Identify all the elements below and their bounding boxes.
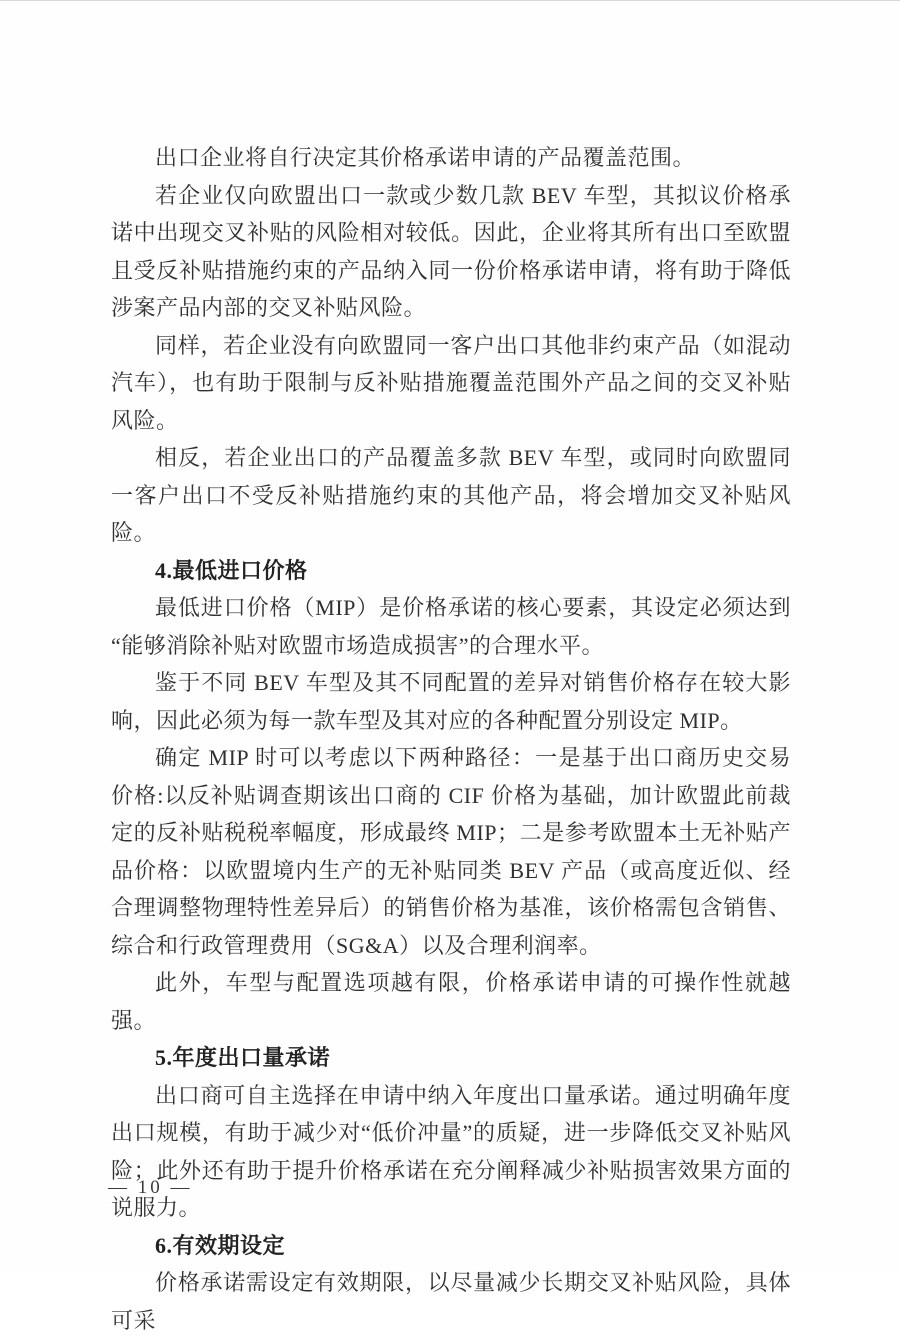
paragraph-mip-per-model: 鉴于不同 BEV 车型及其不同配置的差异对销售价格存在较大影响，因此必须为每一款车型及其对应的各种配置分别设定 MIP。	[111, 670, 791, 733]
section-heading-4-minimum-import-price: 4.最低进口价格	[155, 557, 308, 583]
section-heading-6-validity-period: 6.有效期设定	[155, 1232, 286, 1258]
page-number: — 10 —	[108, 1177, 193, 1198]
section-heading-5-annual-export-volume: 5.年度出口量承诺	[155, 1045, 331, 1070]
paragraph-mip-two-paths: 确定 MIP 时可以考虑以下两种路径：一是基于出口商历史交易价格:以反补贴调查期该出口商的 CIF 价格为基础，加计欧盟此前裁定的反补贴税税率幅度，形成最终 MIP；二是参考欧盟本土无补贴产品价格：以欧盟境内生产的无补贴同类 BEV 产品（或高度近似、经合理调整物理特性差异后）的销售价格为基准，该价格需包含销售、综合和行政管理费用（SG&A）以及合理利润率。	[111, 745, 791, 958]
paragraph-many-models-higher-risk: 相反，若企业出口的产品覆盖多款 BEV 车型，或同时向欧盟同一客户出口不受反补贴措施约束的其他产品，将会增加交叉补贴风险。	[111, 445, 791, 545]
paragraph-limited-options-operability: 此外，车型与配置选项越有限，价格承诺申请的可操作性就越强。	[111, 970, 791, 1033]
paragraph-non-covered-products: 同样，若企业没有向欧盟同一客户出口其他非约束产品（如混动汽车），也有助于限制与反补贴措施覆盖范围外产品之间的交叉补贴风险。	[111, 332, 791, 433]
document-body	[111, 139, 791, 1339]
paragraph-annual-export-commitment: 出口商可自主选择在申请中纳入年度出口量承诺。通过明确年度出口规模，有助于减少对“低价冲量”的质疑，进一步降低交叉补贴风险；此外还有助于提升价格承诺在充分阐释减少补贴损害效果方面的说服力。	[111, 1082, 791, 1220]
paragraph-validity-period-intro: 价格承诺需设定有效期限，以尽量减少长期交叉补贴风险，具体可采	[111, 1270, 791, 1333]
paragraph-mip-core-element: 最低进口价格（MIP）是价格承诺的核心要素，其设定必须达到“能够消除补贴对欧盟市场造成损害”的合理水平。	[111, 595, 791, 658]
paragraph-few-models-low-risk: 若企业仅向欧盟出口一款或少数几款 BEV 车型，其拟议价格承诺中出现交叉补贴的风险相对较低。因此，企业将其所有出口至欧盟且受反补贴措施约束的产品纳入同一份价格承诺申请，将有助于降低涉案产品内部的交叉补贴风险。	[111, 182, 791, 320]
paragraph-product-scope: 出口企业将自行决定其价格承诺申请的产品覆盖范围。	[155, 145, 696, 170]
